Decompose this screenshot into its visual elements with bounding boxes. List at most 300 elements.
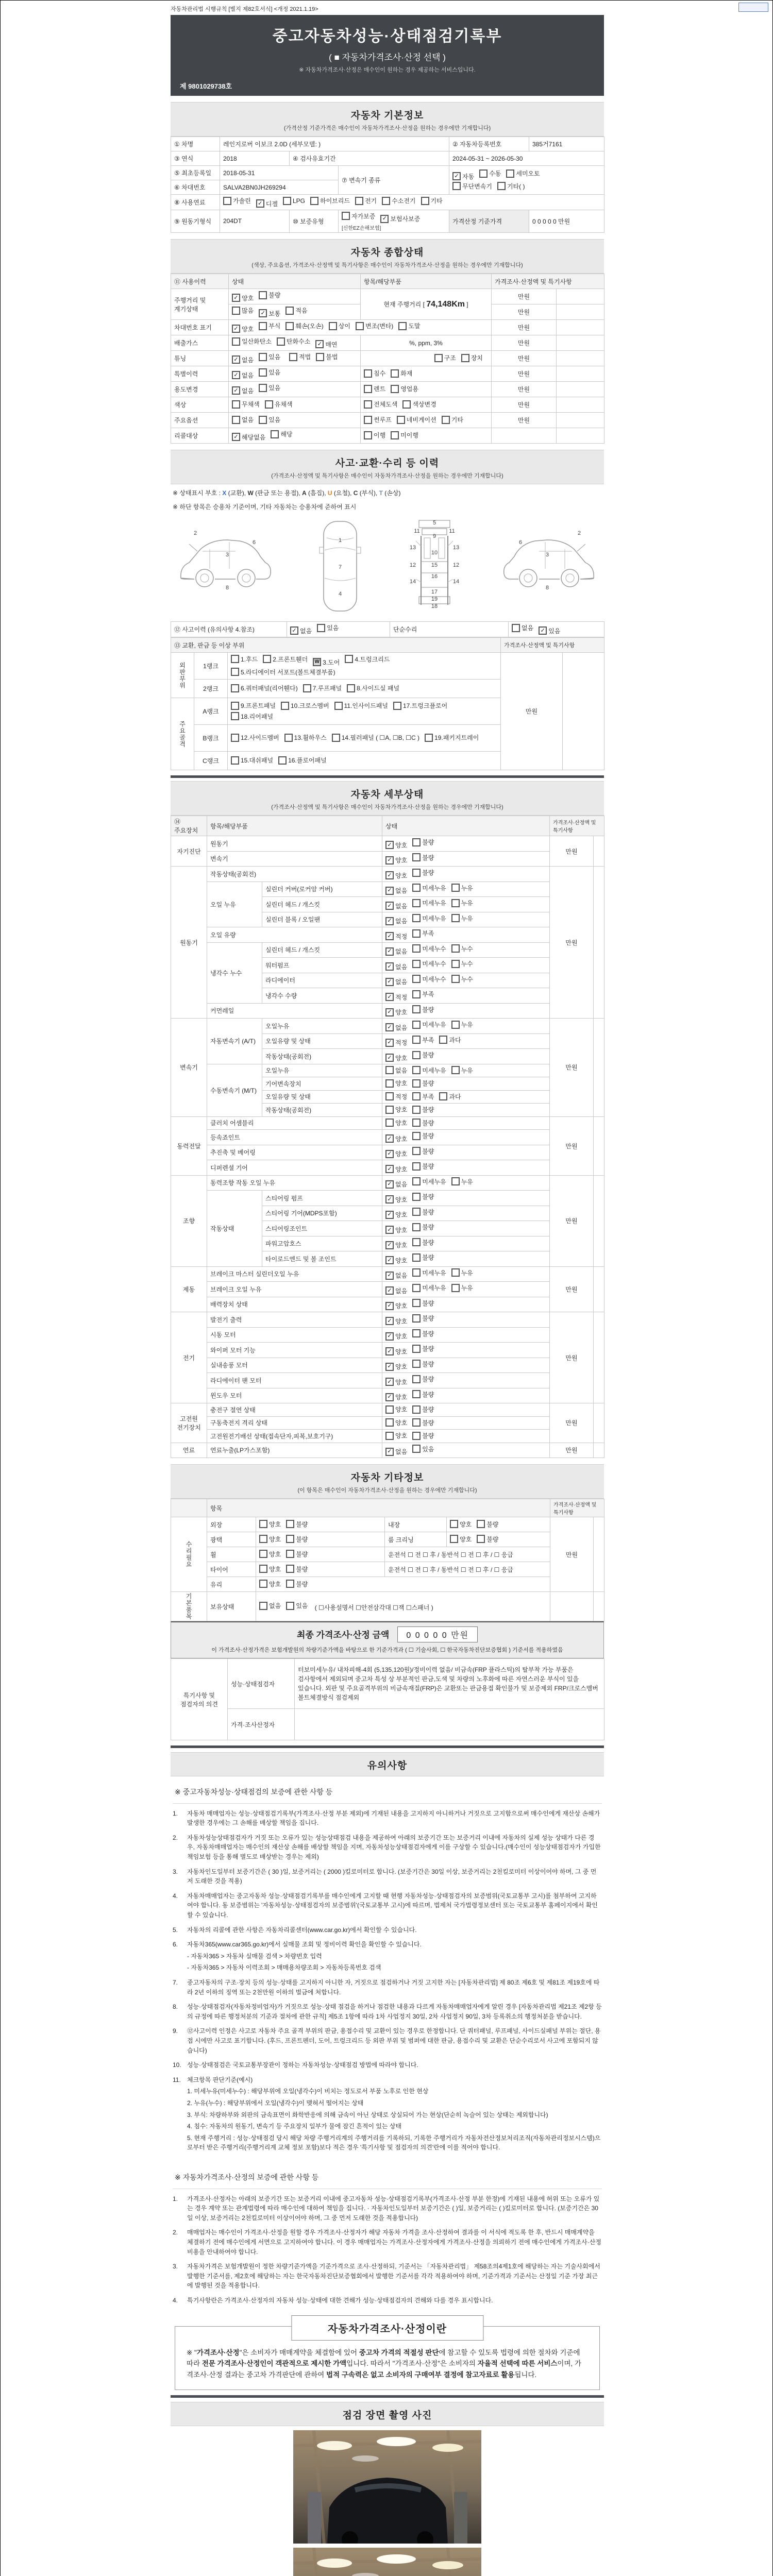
checkbox-icon: [451, 1284, 460, 1292]
checkbox-icon: ✓: [385, 1226, 394, 1234]
opinion-label: 특기사항 및 점검자의 의견: [171, 1659, 228, 1740]
document-title: 중고자동차성능·상태점검기록부: [272, 28, 502, 45]
col-item: 항목: [207, 1499, 550, 1517]
checkbox-icon: [412, 1238, 421, 1246]
checkbox-양호[interactable]: 양호: [385, 1418, 407, 1427]
checkbox-icon: [412, 1405, 421, 1414]
item-name: 시동 모터: [207, 1327, 382, 1343]
checkbox-양호[interactable]: ✓ 양호: [385, 1378, 407, 1386]
checkbox-양호[interactable]: ✓ 양호: [385, 856, 407, 865]
checkbox-적법[interactable]: 적법: [289, 352, 311, 361]
checkbox-icon: [412, 1036, 421, 1044]
checkbox-없음[interactable]: ✓ 없음: [232, 386, 254, 395]
checkbox-미이행[interactable]: 미이행: [391, 431, 418, 439]
checkbox-누수[interactable]: 누수: [451, 944, 473, 953]
row-emission: 배출가스: [171, 335, 229, 351]
checkbox-누유[interactable]: 누유: [451, 1177, 473, 1186]
inspection-photos: [171, 2430, 604, 2576]
checkbox-누수[interactable]: 누수: [451, 975, 473, 984]
checkbox-양호[interactable]: ✓ 양호: [385, 1347, 407, 1356]
checkbox-자동[interactable]: ✓ 자동: [452, 172, 474, 181]
section-etc-header: 자동차 기타정보 (이 항목은 매수인이 자동차가격조사·산정을 원하는 경우에만 기재합니다): [171, 1464, 604, 1499]
rank-table: [171, 637, 604, 770]
checkbox-icon: [450, 1520, 458, 1528]
checkbox-없음[interactable]: ✓ 없음: [232, 355, 254, 364]
checkbox-icon: [412, 838, 421, 846]
checkbox-네비게이션[interactable]: 네비게이션: [397, 415, 436, 424]
checkbox-불량[interactable]: 불량: [412, 1390, 434, 1399]
checkbox-과다[interactable]: 과다: [439, 1036, 461, 1044]
checkbox-불량[interactable]: 불량: [412, 1238, 434, 1247]
price-manwon-cell: 만원: [550, 1175, 594, 1266]
divider: [171, 1745, 604, 1748]
checkbox-양호[interactable]: ✓ 양호: [385, 1054, 407, 1062]
row-tuning: 튜닝: [171, 351, 229, 366]
checkbox-양호[interactable]: ✓ 양호: [385, 1149, 407, 1158]
checkbox-icon: [442, 416, 450, 424]
item-name: 배력장치 상태: [207, 1297, 382, 1312]
checkbox-icon: ✓: [385, 1332, 394, 1341]
checkbox-없음[interactable]: ✓ 없음: [385, 886, 407, 895]
checkbox-불량[interactable]: 불량: [412, 838, 434, 846]
checkbox-부족[interactable]: 부족: [412, 1036, 434, 1044]
checkbox-icon: [332, 734, 340, 742]
checkbox-수동[interactable]: 수동: [479, 169, 501, 178]
checkbox-icon: [364, 385, 372, 393]
device-제동: 제동: [171, 1266, 207, 1312]
checkbox-불량[interactable]: 불량: [259, 291, 280, 299]
checkbox-없음[interactable]: ✓ 없음: [232, 371, 254, 380]
checkbox-렌트[interactable]: 렌트: [364, 384, 385, 393]
checkbox-양호[interactable]: 양호: [385, 1105, 407, 1114]
checkbox-불법[interactable]: 불법: [316, 352, 338, 361]
checkbox-icon: [385, 1118, 394, 1127]
checkbox-매연[interactable]: ✓ 매연: [315, 340, 337, 349]
checkbox-있음[interactable]: 있음: [317, 623, 339, 632]
checkbox-과다[interactable]: 과다: [439, 1092, 461, 1101]
item-name: 커먼레일: [207, 1003, 382, 1019]
state-options: [382, 1116, 550, 1130]
checkbox-icon: [356, 322, 364, 330]
checkbox-양호[interactable]: 양호: [259, 1535, 281, 1544]
checkbox-14.필러패널 ( ☐A, ☐B, ☐C )[interactable]: 14.필러패널 ( ☐A, ☐B, ☐C ): [332, 733, 419, 742]
checkbox-미세누유[interactable]: 미세누유: [412, 914, 446, 923]
checkbox-양호[interactable]: ✓ 양호: [385, 1210, 407, 1219]
detail-state-table: [171, 816, 604, 1458]
checkbox-화재[interactable]: 화재: [391, 369, 412, 378]
checkbox-미세누유[interactable]: 미세누유: [412, 884, 446, 892]
checkbox-없음[interactable]: ✓ 없음: [385, 947, 407, 956]
checkbox-유채색[interactable]: 유채색: [265, 400, 293, 409]
checkbox-세미오토[interactable]: 세미오토: [506, 169, 540, 178]
checkbox-기타[interactable]: 기타: [421, 196, 443, 205]
checkbox-icon: [412, 929, 421, 938]
checkbox-불량[interactable]: 불량: [412, 1329, 434, 1338]
checkbox-장치[interactable]: 장치: [461, 353, 483, 362]
checkbox-불량[interactable]: 불량: [412, 1131, 434, 1140]
checkbox-18.리어패널[interactable]: 18.리어패널: [231, 712, 273, 721]
checkbox-양호[interactable]: ✓ 양호: [385, 1008, 407, 1016]
item-group: 작동상태: [207, 1191, 262, 1267]
overall-state-table: [171, 274, 604, 444]
checkbox-6.쿼터패널(리어휀다)[interactable]: 6.쿼터패널(리어휀다): [231, 684, 298, 692]
rank2-label: 2랭크: [194, 680, 228, 698]
checkbox-있음[interactable]: 있음: [259, 383, 280, 392]
checkbox-양호[interactable]: ✓ 양호: [385, 841, 407, 850]
checkbox-미세누수[interactable]: 미세누수: [412, 944, 446, 953]
checkbox-미세누유[interactable]: 미세누유: [412, 1283, 446, 1292]
checkbox-19.패키지트레이[interactable]: 19.패키지트레이: [425, 733, 479, 742]
checkbox-누유[interactable]: 누유: [451, 884, 473, 892]
section-detail-header: 자동차 세부상태 (가격조사·산정액 및 특기사항은 매수인이 자동차가격조사·산정을 원하는 경우에만 기재합니다): [171, 781, 604, 816]
checkbox-미세누유[interactable]: 미세누유: [412, 1020, 446, 1029]
checkbox-icon: [461, 354, 469, 362]
diagram-part-number: 10: [431, 550, 438, 556]
checkbox-불량[interactable]: 불량: [477, 1520, 498, 1529]
checkbox-불량[interactable]: 불량: [286, 1550, 308, 1558]
item-sub: 워터펌프: [262, 958, 382, 973]
final-price-note: 이 가격조사·산정가격은 보험개발원의 차량기준가액을 바탕으로 한 기준가격과 ( ☐ 기술사회, ☐ 한국자동차진단보증협회 ) 기준서를 적용하였음: [211, 1647, 563, 1653]
checkbox-12.사이드멤버[interactable]: 12.사이드멤버: [231, 733, 279, 742]
checkbox-누유[interactable]: 누유: [451, 1066, 473, 1075]
checkbox-icon: [259, 1580, 267, 1588]
checkbox-썬루프[interactable]: 썬루프: [364, 415, 392, 424]
checkbox-icon: [286, 1550, 294, 1558]
checkbox-icon: ✓: [259, 309, 267, 317]
checkbox-양호[interactable]: ✓ 양호: [232, 294, 254, 302]
checkbox-양호[interactable]: 양호: [385, 1431, 407, 1440]
checkbox-해당없음[interactable]: ✓ 해당없음: [232, 433, 265, 442]
checkbox-침수[interactable]: 침수: [364, 369, 385, 378]
checkbox-불량[interactable]: 불량: [412, 1005, 434, 1014]
odometer-value: 74,148Km: [426, 299, 465, 309]
diagram-part-number: 13: [452, 545, 460, 551]
checkbox-없음[interactable]: 없음: [259, 1601, 281, 1610]
checkbox-양호[interactable]: 양호: [259, 1550, 281, 1558]
checkbox-불량[interactable]: 불량: [412, 1344, 434, 1353]
item-name: 실내송풍 모터: [207, 1358, 382, 1373]
checkbox-양호[interactable]: ✓ 양호: [385, 1241, 407, 1249]
rankC-label: C랭크: [194, 752, 228, 770]
col-item: 항목/해당부품: [207, 816, 382, 836]
checkbox-양호[interactable]: ✓ 양호: [385, 1165, 407, 1174]
checkbox-없음[interactable]: ✓ 없음: [385, 1023, 407, 1032]
checkbox-불량[interactable]: 불량: [412, 1208, 434, 1216]
checkbox-16.플로어패널[interactable]: 16.플로어패널: [278, 756, 327, 765]
page-mini-button[interactable]: [738, 3, 768, 12]
checkbox-icon: [451, 1268, 460, 1277]
checkbox-적정[interactable]: ✓ 적정: [385, 932, 407, 941]
checkbox-미세누유[interactable]: 미세누유: [412, 1066, 446, 1075]
checkbox-있음[interactable]: ✓ 있음: [539, 626, 560, 635]
checkbox-양호[interactable]: ✓ 양호: [385, 871, 407, 880]
checkbox-미세누수[interactable]: 미세누수: [412, 959, 446, 968]
checkbox-무단변속기[interactable]: 무단변속기: [452, 182, 492, 191]
col-price: 가격조사·산정액 및 특기사항: [550, 816, 604, 836]
checkbox-icon: [286, 1565, 294, 1573]
checkbox-있음[interactable]: 있음: [259, 368, 280, 377]
checkbox-없음[interactable]: ✓ 없음: [385, 1447, 407, 1456]
checkbox-색상변경[interactable]: 색상변경: [402, 400, 436, 409]
checkbox-누수[interactable]: 누수: [451, 959, 473, 968]
checkbox-불량[interactable]: 불량: [412, 1118, 434, 1127]
checkbox-해당[interactable]: 해당: [271, 430, 292, 438]
checkbox-1.후드[interactable]: 1.후드: [231, 655, 258, 664]
state-options: [382, 1049, 550, 1064]
checkbox-없음[interactable]: ✓ 없음: [385, 1180, 407, 1189]
state-options: [382, 927, 550, 943]
checkbox-icon: [364, 369, 372, 378]
detail-table: [171, 816, 604, 1458]
checkbox-있음[interactable]: 있음: [412, 1445, 434, 1453]
checkbox-9.프론트패널[interactable]: 9.프론트패널: [231, 701, 276, 710]
checkbox-누유[interactable]: 누유: [451, 1283, 473, 1292]
checkbox-도말[interactable]: 도말: [398, 321, 420, 330]
checkbox-불량[interactable]: 불량: [412, 868, 434, 877]
checkbox-있음[interactable]: 있음: [259, 352, 280, 361]
checkbox-icon: ✓: [385, 1211, 394, 1219]
checkbox-없음[interactable]: 없음: [232, 415, 254, 424]
state-options: [382, 1430, 550, 1443]
checkbox-불량[interactable]: 불량: [412, 1079, 434, 1088]
checkbox-icon: [434, 354, 443, 362]
checkbox-icon: [412, 1390, 421, 1398]
checkbox-없음[interactable]: ✓ 없음: [385, 962, 407, 971]
checkbox-양호[interactable]: 양호: [385, 1118, 407, 1127]
checkbox-불량[interactable]: 불량: [412, 1253, 434, 1262]
price-manwon-cell: 만원: [492, 351, 557, 366]
checkbox-양호[interactable]: 양호: [259, 1520, 281, 1529]
checkbox-있음[interactable]: 있음: [259, 415, 280, 424]
checkbox-icon: [391, 431, 399, 439]
item-name: 윈도우 모터: [207, 1388, 382, 1403]
item-group: 자동변속기 (A/T): [207, 1019, 262, 1064]
checkbox-없음[interactable]: ✓ 없음: [385, 1286, 407, 1295]
checkbox-icon: [284, 734, 293, 742]
divider: [171, 2395, 604, 2398]
checkbox-양호[interactable]: ✓ 양호: [385, 1393, 407, 1401]
item-sub: 실린더 블록 / 오일팬: [262, 912, 382, 927]
checkbox-icon: [412, 1360, 421, 1368]
checkbox-적정[interactable]: ✓ 적정: [385, 1038, 407, 1047]
inspector-opinion-text: 터보미세누유/ 내차피해-4회 (5,135,120원)/정비이력 없음/ 비금속(FRP 플라스틱)의 탈부착 가능 부품은 검사항에서 제외되며 중고차 특성 상 부분적인 판금,도색 및 차량의 노후화에 따른 자연스러운 부식이 있을 있습니다. 외판 및 주요골격부위의 비금속재질(FRP)은 교환또는 판금용접 확인불가 및 보증제외 FRP/크로스멤버 볼트체결방식 점검제외: [295, 1659, 604, 1709]
checkbox-누유[interactable]: 누유: [451, 1268, 473, 1277]
checkbox-icon: [412, 1253, 421, 1262]
checkbox-무채색[interactable]: 무채색: [232, 400, 260, 409]
checkbox-icon: [231, 712, 239, 720]
checkbox-양호[interactable]: ✓ 양호: [232, 325, 254, 333]
checkbox-불량[interactable]: 불량: [286, 1565, 308, 1573]
odometer-cell: 현재 주행거리 [ 74,148Km ]: [361, 289, 492, 320]
checkbox-양호[interactable]: 양호: [259, 1565, 281, 1573]
row-usage-change: 용도변경: [171, 382, 229, 397]
checkbox-icon: ✓: [385, 1448, 394, 1456]
checkbox-불량[interactable]: 불량: [286, 1520, 308, 1529]
checkbox-양호[interactable]: ✓ 양호: [385, 1226, 407, 1234]
checkbox-구조[interactable]: 구조: [434, 353, 456, 362]
checkbox-icon: [439, 1092, 447, 1100]
checkbox-없음[interactable]: ✓ 없음: [385, 902, 407, 910]
checkbox-불량[interactable]: 불량: [412, 1405, 434, 1414]
checkbox-icon: [289, 353, 297, 361]
base-price-label: 가격산정 기준가격: [449, 210, 529, 233]
checkbox-부족[interactable]: 부족: [412, 1092, 434, 1101]
checkbox-불량[interactable]: 불량: [286, 1580, 308, 1588]
checkbox-전기[interactable]: 전기: [355, 196, 377, 205]
checkbox-없음[interactable]: ✓ 없음: [385, 1271, 407, 1280]
checkbox-적정[interactable]: ✓ 적정: [385, 993, 407, 1002]
checkbox-icon: ✓: [385, 1363, 394, 1371]
checkbox-11.인사이드패널[interactable]: 11.인사이드패널: [334, 701, 388, 710]
state-options: [382, 1206, 550, 1221]
checkbox-불량[interactable]: 불량: [412, 853, 434, 862]
checkbox-기타[interactable]: 기타: [442, 415, 463, 424]
checkbox-훼손(오손)[interactable]: 훼손(오손): [285, 321, 323, 330]
checkbox-8.사이드실 패널[interactable]: 8.사이드실 패널: [347, 684, 399, 692]
state-options: [382, 1282, 550, 1297]
checkbox-양호[interactable]: ✓ 양호: [385, 1317, 407, 1326]
checkbox-양호[interactable]: ✓ 양호: [385, 1301, 407, 1310]
checkbox-이행[interactable]: 이행: [364, 431, 385, 439]
checkbox-양호[interactable]: ✓ 양호: [385, 1332, 407, 1341]
checkbox-불량[interactable]: 불량: [412, 1147, 434, 1156]
checkbox-변조(변타)[interactable]: 변조(변타): [356, 321, 393, 330]
checkbox-불량[interactable]: 불량: [286, 1535, 308, 1544]
checkbox-없음[interactable]: ✓ 없음: [385, 977, 407, 986]
checkbox-양호[interactable]: 양호: [385, 1079, 407, 1088]
checkbox-불량[interactable]: 불량: [412, 1105, 434, 1114]
item-name: 동력조향 작동 오일 누유: [207, 1175, 382, 1191]
checkbox-없음[interactable]: 없음: [512, 623, 533, 632]
checkbox-LPG[interactable]: LPG: [283, 197, 305, 205]
checkbox-양호[interactable]: 양호: [450, 1520, 472, 1529]
rankA-label: A랭크: [194, 698, 228, 725]
checkbox-누유[interactable]: 누유: [451, 1020, 473, 1029]
checkbox-적정[interactable]: 적정: [385, 1092, 407, 1101]
checkbox-icon: [259, 368, 267, 377]
checkbox-불량[interactable]: 불량: [412, 1050, 434, 1059]
checkbox-불량[interactable]: 불량: [412, 1375, 434, 1383]
checkbox-2.프론트휀더[interactable]: 2.프론트휀더: [263, 655, 308, 664]
group-repair-needed: 수리필요: [171, 1517, 207, 1592]
checkbox-불량[interactable]: 불량: [477, 1535, 498, 1544]
checkbox-누유[interactable]: 누유: [451, 914, 473, 923]
checkbox-13.휠하우스[interactable]: 13.휠하우스: [284, 733, 327, 742]
checkbox-불량[interactable]: 불량: [412, 1223, 434, 1231]
checkbox-없음[interactable]: ✓ 없음: [385, 917, 407, 925]
checkbox-상이[interactable]: 상이: [329, 321, 350, 330]
checkbox-icon: ✓: [385, 962, 394, 971]
item-sub: 오일유량 및 상태: [262, 1090, 382, 1104]
checkbox-icon: ✓: [385, 1008, 394, 1016]
section-notice-header: 유의사항: [171, 1752, 604, 1776]
state-options: [382, 882, 550, 897]
checkbox-icon: [310, 197, 318, 205]
checkbox-5.라디에이터 서포트(볼트체결부품)[interactable]: 5.라디에이터 서포트(볼트체결부품): [231, 668, 335, 676]
checkbox-부족[interactable]: 부족: [412, 929, 434, 938]
checkbox-icon: [259, 353, 267, 361]
checkbox-없음[interactable]: 없음: [385, 1066, 407, 1075]
notice-item: 6. 자동차365(www.car365.go.kr)에서 실매물 조회 및 정비이력 확인을 확인할 수 있습니다. - 자동차365 > 자동차 실매물 검색 > 차량번호 입력 - 자동차365 > 자동차 이력조회 > 매매용차량조회 > 자동차등록번호 검색: [173, 1940, 602, 1973]
checkbox-icon: [412, 1223, 421, 1231]
checkbox-3.도어[interactable]: W 3.도어: [313, 658, 340, 667]
checkbox-일산화탄소[interactable]: 일산화탄소: [232, 337, 272, 346]
checkbox-미세누유[interactable]: 미세누유: [412, 1177, 446, 1186]
row-color: 색상: [171, 397, 229, 413]
checkbox-불량[interactable]: 불량: [412, 1162, 434, 1171]
checkbox-미세누유[interactable]: 미세누유: [412, 1268, 446, 1277]
price-note-cell: [557, 320, 604, 335]
checkbox-양호[interactable]: ✓ 양호: [385, 1134, 407, 1143]
checkbox-디젤[interactable]: ✓ 디젤: [256, 199, 278, 208]
checkbox-icon: [342, 212, 350, 220]
checkbox-부식[interactable]: 부식: [259, 321, 280, 330]
checkbox-icon: ✓: [385, 887, 394, 895]
checkbox-7.루프패널[interactable]: 7.루프패널: [303, 684, 342, 692]
checkbox-17.트렁크플로어[interactable]: 17.트렁크플로어: [393, 701, 447, 710]
checkbox-보험사보증[interactable]: ✓ 보험사보증: [380, 214, 420, 223]
checkbox-icon: [259, 1550, 267, 1558]
state-options: [382, 1358, 550, 1373]
checkbox-양호[interactable]: ✓ 양호: [385, 1256, 407, 1265]
checkbox-보통[interactable]: ✓ 보통: [259, 309, 280, 318]
checkbox-영업용[interactable]: 영업용: [391, 384, 418, 393]
price-manwon-cell: 만원: [550, 836, 594, 867]
checkbox-전체도색[interactable]: 전체도색: [364, 400, 397, 409]
checkbox-부족[interactable]: 부족: [412, 990, 434, 998]
checkbox-양호[interactable]: 양호: [385, 1405, 407, 1414]
checkbox-가솔린[interactable]: 가솔린: [223, 196, 251, 205]
checkbox-불량[interactable]: 불량: [412, 1431, 434, 1440]
checkbox-양호[interactable]: ✓ 양호: [385, 1195, 407, 1204]
checkbox-양호[interactable]: 양호: [259, 1580, 281, 1588]
checkbox-미세누유[interactable]: 미세누유: [412, 899, 446, 907]
checkbox-누유[interactable]: 누유: [451, 899, 473, 907]
checkbox-적음[interactable]: 적음: [285, 306, 307, 315]
price-manwon-cell: 만원: [550, 1116, 594, 1175]
simple-repair-label: 단순수리: [390, 622, 509, 637]
checkbox-불량[interactable]: 불량: [412, 1299, 434, 1308]
checkbox-icon: ✓: [385, 978, 394, 986]
checkbox-15.대쉬패널[interactable]: 15.대쉬패널: [231, 756, 273, 765]
checkbox-미세누수[interactable]: 미세누수: [412, 975, 446, 984]
checkbox-있음[interactable]: 있음: [286, 1601, 308, 1610]
checkbox-자가보증[interactable]: 자가보증: [342, 212, 375, 221]
checkbox-기타( )[interactable]: 기타( ): [497, 182, 525, 191]
checkbox-icon: ✓: [385, 1165, 394, 1173]
checkbox-양호[interactable]: ✓ 양호: [385, 1362, 407, 1371]
item-name: 와이퍼 모터 기능: [207, 1343, 382, 1358]
etc-info-table: [171, 1499, 604, 1621]
checkbox-불량[interactable]: 불량: [412, 1418, 434, 1427]
checkbox-불량[interactable]: 불량: [412, 1360, 434, 1368]
pricing-definition-box: [175, 2323, 600, 2391]
checkbox-없음[interactable]: ✓ 없음: [290, 626, 312, 635]
checkbox-불량[interactable]: 불량: [412, 1314, 434, 1323]
checkbox-4.트렁크리드[interactable]: 4.트렁크리드: [345, 655, 390, 664]
checkbox-양호[interactable]: 양호: [450, 1535, 472, 1544]
checkbox-많음[interactable]: 많음: [232, 306, 254, 315]
document-header: [171, 15, 604, 96]
checkbox-icon: [265, 400, 273, 409]
item-sub: 타이로드엔드 및 볼 조인트: [262, 1251, 382, 1267]
checkbox-불량[interactable]: 불량: [412, 1192, 434, 1201]
price-note-cell: [557, 413, 604, 428]
checkbox-10.크로스멤버[interactable]: 10.크로스멤버: [281, 701, 329, 710]
checkbox-탄화수소[interactable]: 탄화수소: [277, 337, 310, 346]
checkbox-수소전기[interactable]: 수소전기: [382, 196, 415, 205]
checkbox-하이브리드[interactable]: 하이브리드: [310, 196, 350, 205]
